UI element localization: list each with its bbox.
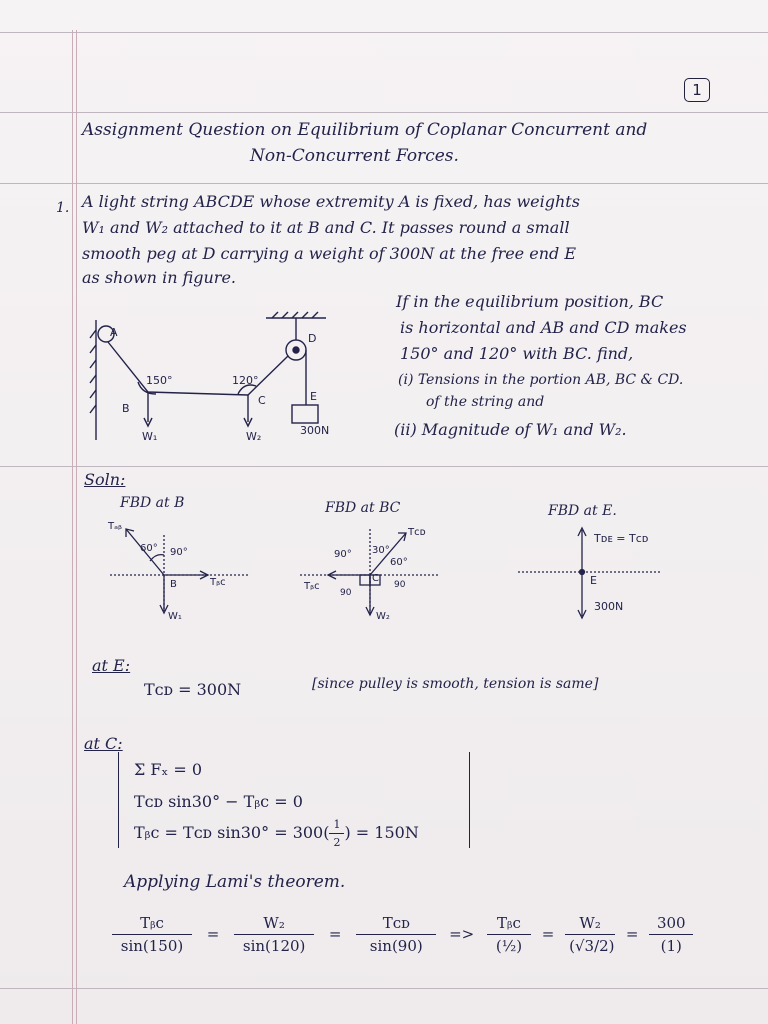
svg-text:60°: 60°: [390, 557, 408, 568]
svg-text:Tᴄᴅ: Tᴄᴅ: [408, 527, 426, 538]
at-e-label: at E:: [92, 656, 131, 675]
svg-text:W₂: W₂: [376, 611, 390, 622]
equilibrium-eq1: Σ Fₓ = 0: [134, 760, 203, 779]
svg-text:E: E: [590, 574, 597, 587]
fbd-bc-diagram: [290, 515, 460, 625]
question-right-line: is horizontal and AB and CD makes: [400, 318, 687, 337]
rule-line: [0, 183, 768, 184]
wall-hatch: [90, 330, 96, 413]
at-e-equation: Tᴄᴅ = 300N: [144, 680, 242, 699]
fbd-e-title: FBD at E.: [548, 503, 617, 519]
string-abcd: [108, 342, 288, 395]
label-300n: 300N: [300, 424, 330, 437]
ceiling-hatch: [272, 312, 318, 318]
weight-block: [292, 405, 318, 423]
at-e-note: [since pulley is smooth, tension is same]: [312, 676, 599, 692]
label-c: C: [258, 394, 266, 407]
label-a: A: [110, 326, 118, 339]
svg-text:Tᴅᴇ = Tᴄᴅ: Tᴅᴇ = Tᴄᴅ: [594, 532, 649, 545]
rule-line: [0, 32, 768, 33]
page-number: 1: [684, 78, 710, 102]
label-d: D: [308, 332, 317, 345]
at-c-label: at C:: [84, 734, 123, 753]
label-w1: W₁: [142, 430, 158, 443]
assignment-title-line2: Non-Concurrent Forces.: [250, 146, 459, 166]
question-line: smooth peg at D carrying a weight of 300N at the free end E: [82, 244, 577, 263]
question-right-line: 150° and 120° with BC. find,: [400, 344, 634, 363]
svg-text:90°: 90°: [170, 547, 188, 558]
svg-text:Tᵦc: Tᵦc: [304, 581, 320, 592]
equilibrium-eq3: Tᵦc = Tᴄᴅ sin30° = 300( $\frac{1}{2}$ ) = 150N: [134, 818, 419, 849]
question-right-line: If in the equilibrium position, BC: [396, 292, 664, 311]
label-b: B: [122, 402, 130, 415]
question-line: as shown in figure.: [82, 268, 236, 287]
label-e: E: [310, 390, 317, 403]
question-line: W₁ and W₂ attached to it at B and C. It passes round a small: [82, 218, 570, 237]
question-right-line: of the string and: [426, 394, 545, 410]
rule-line: [0, 466, 768, 467]
fbd-b-diagram: [100, 515, 270, 625]
svg-text:90: 90: [394, 580, 406, 590]
svg-text:90°: 90°: [334, 549, 352, 560]
assignment-title-line1: Assignment Question on Equilibrium of Coplanar Concurrent and: [82, 120, 648, 140]
fbd-bc-title: FBD at BC: [325, 500, 401, 516]
question-right-line: (i) Tensions in the portion AB, BC & CD.: [398, 372, 684, 388]
label-w2: W₂: [246, 430, 262, 443]
lami-title: Applying Lami's theorem.: [124, 872, 346, 892]
question-line: A light string ABCDE whose extremity A is fixed, has weights: [82, 192, 580, 211]
question-number: 1.: [56, 200, 70, 216]
svg-text:Tᵦc: Tᵦc: [210, 577, 226, 588]
svg-text:W₁: W₁: [168, 611, 182, 622]
rule-line: [0, 112, 768, 113]
equilibrium-eq2: Tᴄᴅ sin30° − Tᵦc = 0: [134, 792, 303, 811]
rule-line: [0, 988, 768, 989]
svg-text:Tₐᵦ: Tₐᵦ: [108, 521, 123, 532]
lami-equation: $\frac{\text{Tᵦc}}{\sin(150)}$ = $\frac{\text{W₂}}{\sin(120)}$ = $\frac{\text{Tᴄᴅ}}{\sin(90)}$ => $\frac{\text{Tᵦc}}{\text{(½)}}$ = $\frac{\text{W₂}}{(√3/2)}$ = $\frac{300}{(1)}$: [112, 914, 693, 955]
svg-text:90: 90: [340, 588, 352, 598]
label-angle-120: 120°: [232, 374, 259, 387]
question-right-line: (ii) Magnitude of W₁ and W₂.: [394, 420, 627, 439]
svg-text:60°: 60°: [140, 543, 158, 554]
solution-label: Soln:: [84, 470, 126, 489]
svg-text:30°: 30°: [372, 545, 390, 556]
label-angle-150: 150°: [146, 374, 173, 387]
margin-line: [72, 30, 73, 1024]
svg-text:C: C: [372, 573, 379, 584]
string-pulley-figure: [86, 300, 386, 450]
svg-text:B: B: [170, 579, 177, 590]
margin-line: [76, 30, 77, 1024]
fbd-e-diagram: [510, 520, 680, 625]
fbd-b-title: FBD at B: [120, 495, 185, 511]
svg-text:300N: 300N: [594, 600, 624, 613]
